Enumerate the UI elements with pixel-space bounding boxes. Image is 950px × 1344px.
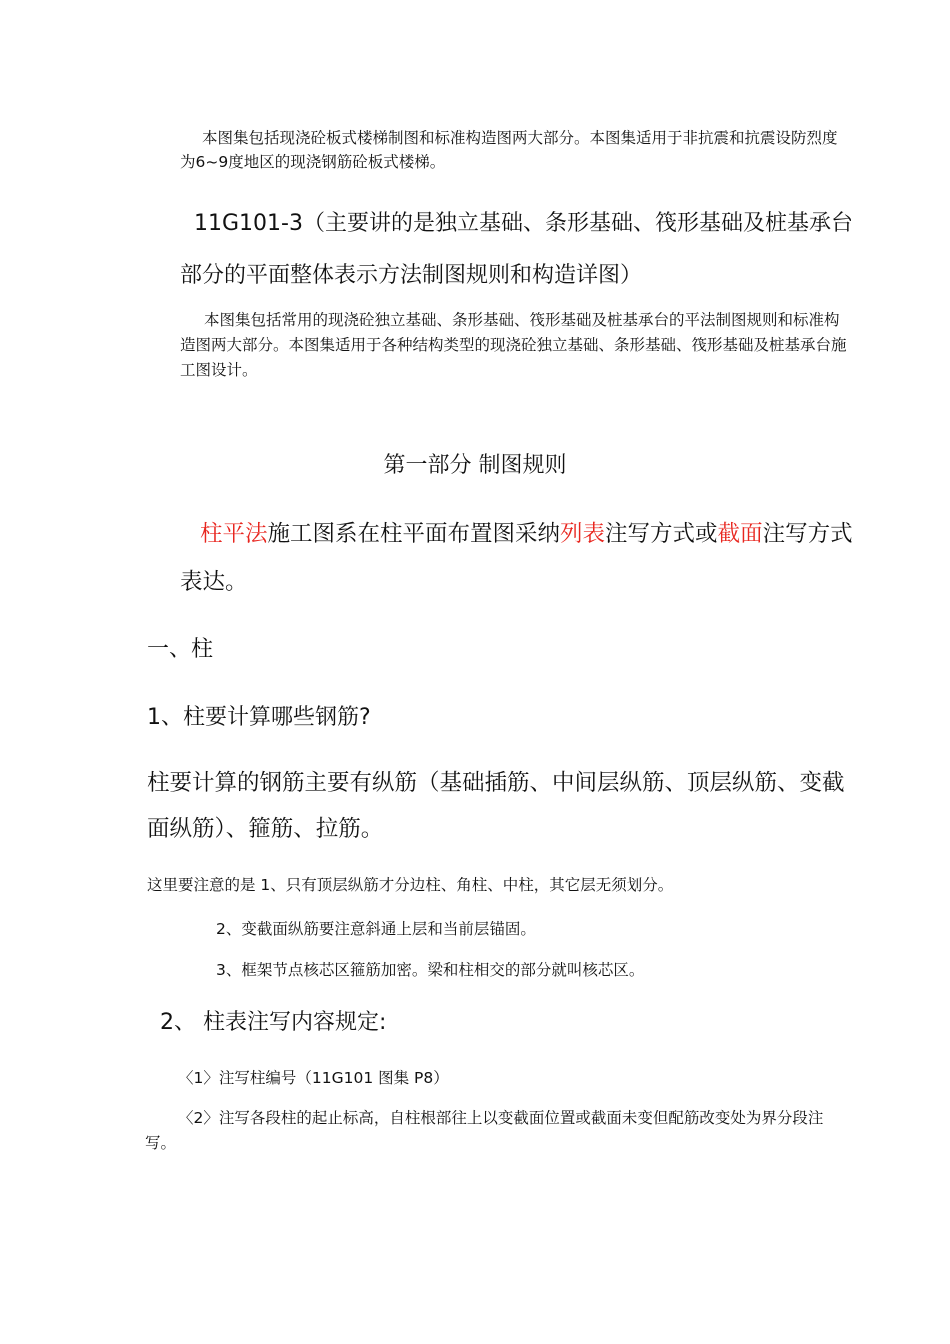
section-heading-column-table: 2、 柱表注写内容规定: [160,1010,387,1035]
highlight-list: 列表 [560,521,606,547]
heading-11g101-3: 11G101-3（主要讲的是独立基础、条形基础、筏形基础及桩基承台部分的平面整体表示方法制图规则和构造详图） [180,211,853,288]
note-item-3: 3、框架节点核芯区箍筋加密。梁和柱相交的部分就叫核芯区。 [216,961,645,979]
highlight-section: 截面 [717,521,763,547]
rule-item-2: 〈2〉注写各段柱的起止标高，自柱根部往上以变截面位置或截面未变但配筋改变处为界分段注写。 [145,1109,824,1152]
note-item-1: 这里要注意的是 1、只有顶层纵筋才分边柱、角柱、中柱，其它层无须划分。 [147,876,674,894]
intro-text-3: 注写方式表达。 [180,521,853,595]
section-heading-column: 一、柱 [147,637,214,662]
highlight-column-method: 柱平法 [200,521,268,547]
answer-paragraph: 柱要计算的钢筋主要有纵筋（基础插筋、中间层纵筋、顶层纵筋、变截面纵筋）、箍筋、拉筋。 [147,770,845,842]
part-title: 第一部分 制图规则 [383,453,567,478]
intro-text-1: 施工图系在柱平面布置图采纳 [267,521,561,547]
column-method-intro [180,510,860,606]
question-heading: 1、柱要计算哪些钢筋? [147,705,371,730]
intro-text-2: 注写方式或 [605,521,718,547]
rule-item-1: 〈1〉注写柱编号（11G101 图集 P8） [178,1069,449,1087]
note-item-2: 2、变截面纵筋要注意斜通上层和当前层锚固。 [216,920,536,938]
stairs-description-paragraph: 本图集包括现浇砼板式楼梯制图和标准构造图两大部分。本图集适用于非抗震和抗震设防烈度为6~9度地区的现浇钢筋砼板式楼梯。 [180,129,838,171]
foundation-description-paragraph: 本图集包括常用的现浇砼独立基础、条形基础、筏形基础及桩基承台的平法制图规则和标准构造图两大部分。本图集适用于各种结构类型的现浇砼独立基础、条形基础、筏形基础及桩基承台施工图设计。 [180,311,847,379]
